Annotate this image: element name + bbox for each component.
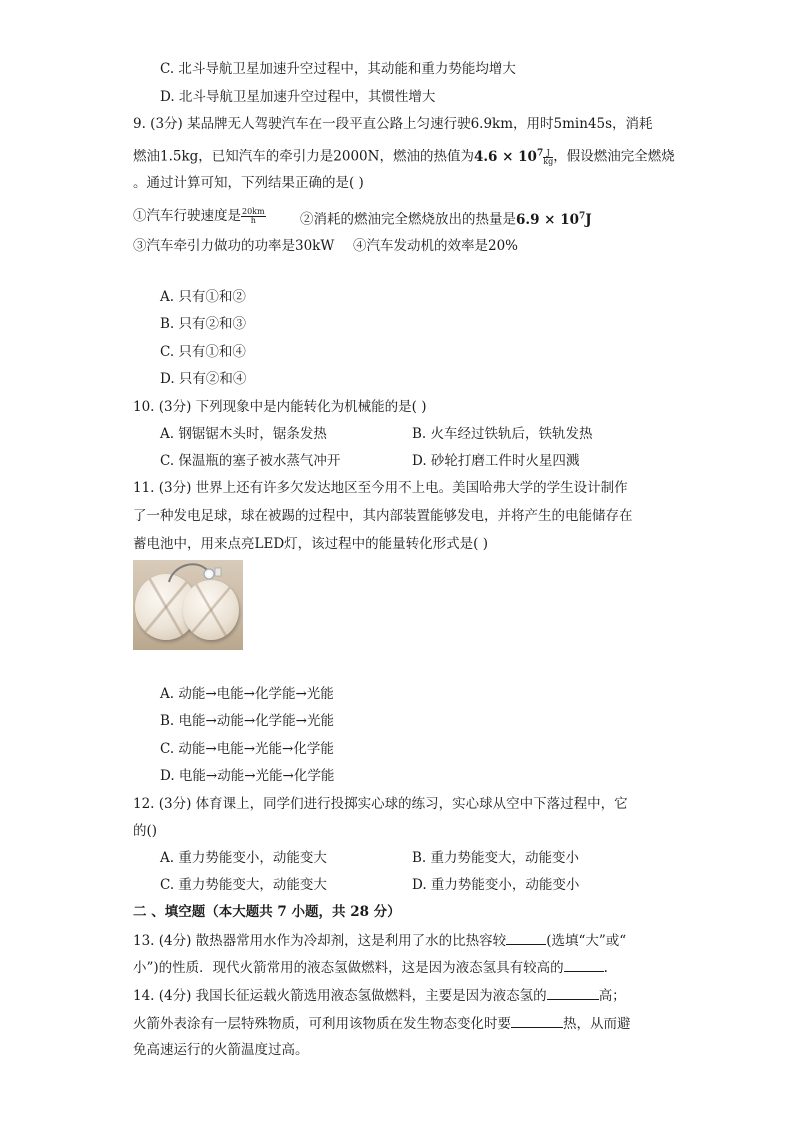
q13-blank-2[interactable] xyxy=(564,957,604,972)
q10-option-d: D. 砂轮打磨工件时火星四溅 xyxy=(412,453,580,469)
q10-stem: 10. (3分) 下列现象中是内能转化为机械能的是( ) xyxy=(133,399,427,415)
q11-stem-line2: 了一种发电足球，球在被踢的过程中，其内部装置能够发电，并将产生的电能储存在 xyxy=(133,508,633,524)
q11-option-a: A. 动能→电能→化学能→光能 xyxy=(160,686,334,702)
q9-stem-line2-tail: ，假设燃油完全燃烧 xyxy=(553,148,675,165)
led-lamp-icon xyxy=(133,560,243,650)
q10-option-a: A. 钢锯锯木头时，锯条发热 xyxy=(160,426,327,442)
q12-option-a: A. 重力势能变小，动能变大 xyxy=(160,850,327,866)
section-fill-in-heading: 二 、填空题（本大题共 7 小题，共 28 分） xyxy=(133,904,401,920)
q9-heat-value: 4.6 × 10 xyxy=(473,148,537,165)
q9-option-d: D. 只有②和④ xyxy=(160,371,247,387)
q11-option-c: C. 动能→电能→光能→化学能 xyxy=(160,741,334,757)
q9-speed-fraction: $\frac{20km}{h}$ xyxy=(242,207,265,225)
q12-option-d: D. 重力势能变小，动能变小 xyxy=(412,877,580,893)
q9-stem-line1: 9. (3分) 某品牌无人驾驶汽车在一段平直公路上匀速行驶6.9km，用时5min45s，消耗 xyxy=(133,116,653,132)
q9-stem-line2-text: 燃油1.5kg，已知汽车的牵引力是2000N，燃油的热值为 xyxy=(133,148,474,165)
q9-statement-3: ③汽车牵引力做功的功率是30kW xyxy=(133,238,335,254)
q9-stem-line3: 。通过计算可知，下列结果正确的是( ) xyxy=(133,175,364,191)
q11-stem-line1: 11. (3分) 世界上还有许多欠发达地区至今用不上电。美国哈弗大学的学生设计制作 xyxy=(133,480,628,496)
q11-option-d: D. 电能→动能→光能→化学能 xyxy=(160,768,335,784)
q9-stem-line2 xyxy=(133,143,675,167)
q10-option-c: C. 保温瓶的塞子被水蒸气冲开 xyxy=(160,453,341,469)
q9-statement-2: ②消耗的燃油完全燃烧放出的热量是$6.9 \times 10^7J$ xyxy=(300,211,592,228)
q12-stem-line2: 的() xyxy=(133,823,158,839)
q13-stem-line2: 小”)的性质．现代火箭常用的液态氢做燃料，这是因为液态氢具有较高的 . xyxy=(133,957,608,978)
q9-heat-exp: 7 xyxy=(536,148,544,158)
q14-blank-1[interactable] xyxy=(547,985,599,1000)
q11-option-b: B. 电能→动能→化学能→光能 xyxy=(160,713,334,729)
q14-stem-line2: 火箭外表涂有一层特殊物质，可利用该物质在发生物态变化时要 热，从而避 xyxy=(133,1013,631,1034)
q13-blank-1[interactable] xyxy=(506,930,546,945)
q14-stem-line3: 免高速运行的火箭温度过高。 xyxy=(133,1042,309,1058)
q9-statement-1: ①汽车行驶速度是 $\frac{20km}{h}$ xyxy=(133,207,265,225)
q9-statement-4: ④汽车发动机的效率是20% xyxy=(353,238,519,254)
q12-option-c: C. 重力势能变大，动能变大 xyxy=(160,877,327,893)
q9-option-c: C. 只有①和④ xyxy=(160,344,246,360)
soccer-ball-led-photo xyxy=(133,560,243,650)
q9-heat-unit: $\frac{J}{kg}$ xyxy=(543,147,554,166)
q8-option-c: C. 北斗导航卫星加速升空过程中，其动能和重力势能均增大 xyxy=(160,61,516,77)
q12-stem-line1: 12. (3分) 体育课上，同学们进行投掷实心球的练习，实心球从空中下落过程中，它 xyxy=(133,796,628,812)
q9-option-b: B. 只有②和③ xyxy=(160,316,247,332)
q8-option-d: D. 北斗导航卫星加速升空过程中，其惯性增大 xyxy=(160,89,436,105)
q9-option-a: A. 只有①和② xyxy=(160,289,246,305)
q13-stem-line1: 13. (4分) 散热器常用水作为冷却剂，这是利用了水的比热容较 (选填“大”或“ xyxy=(133,930,626,951)
q12-option-b: B. 重力势能变大，动能变小 xyxy=(412,850,580,866)
q11-stem-line3: 蓄电池中，用来点亮LED灯，该过程中的能量转化形式是( ) xyxy=(133,536,488,552)
q14-blank-2[interactable] xyxy=(511,1013,563,1028)
q10-option-b: B. 火车经过铁轨后，铁轨发热 xyxy=(412,426,593,442)
q14-stem-line1: 14. (4分) 我国长征运载火箭选用液态氢做燃料，主要是因为液态氢的 高； xyxy=(133,985,626,1006)
